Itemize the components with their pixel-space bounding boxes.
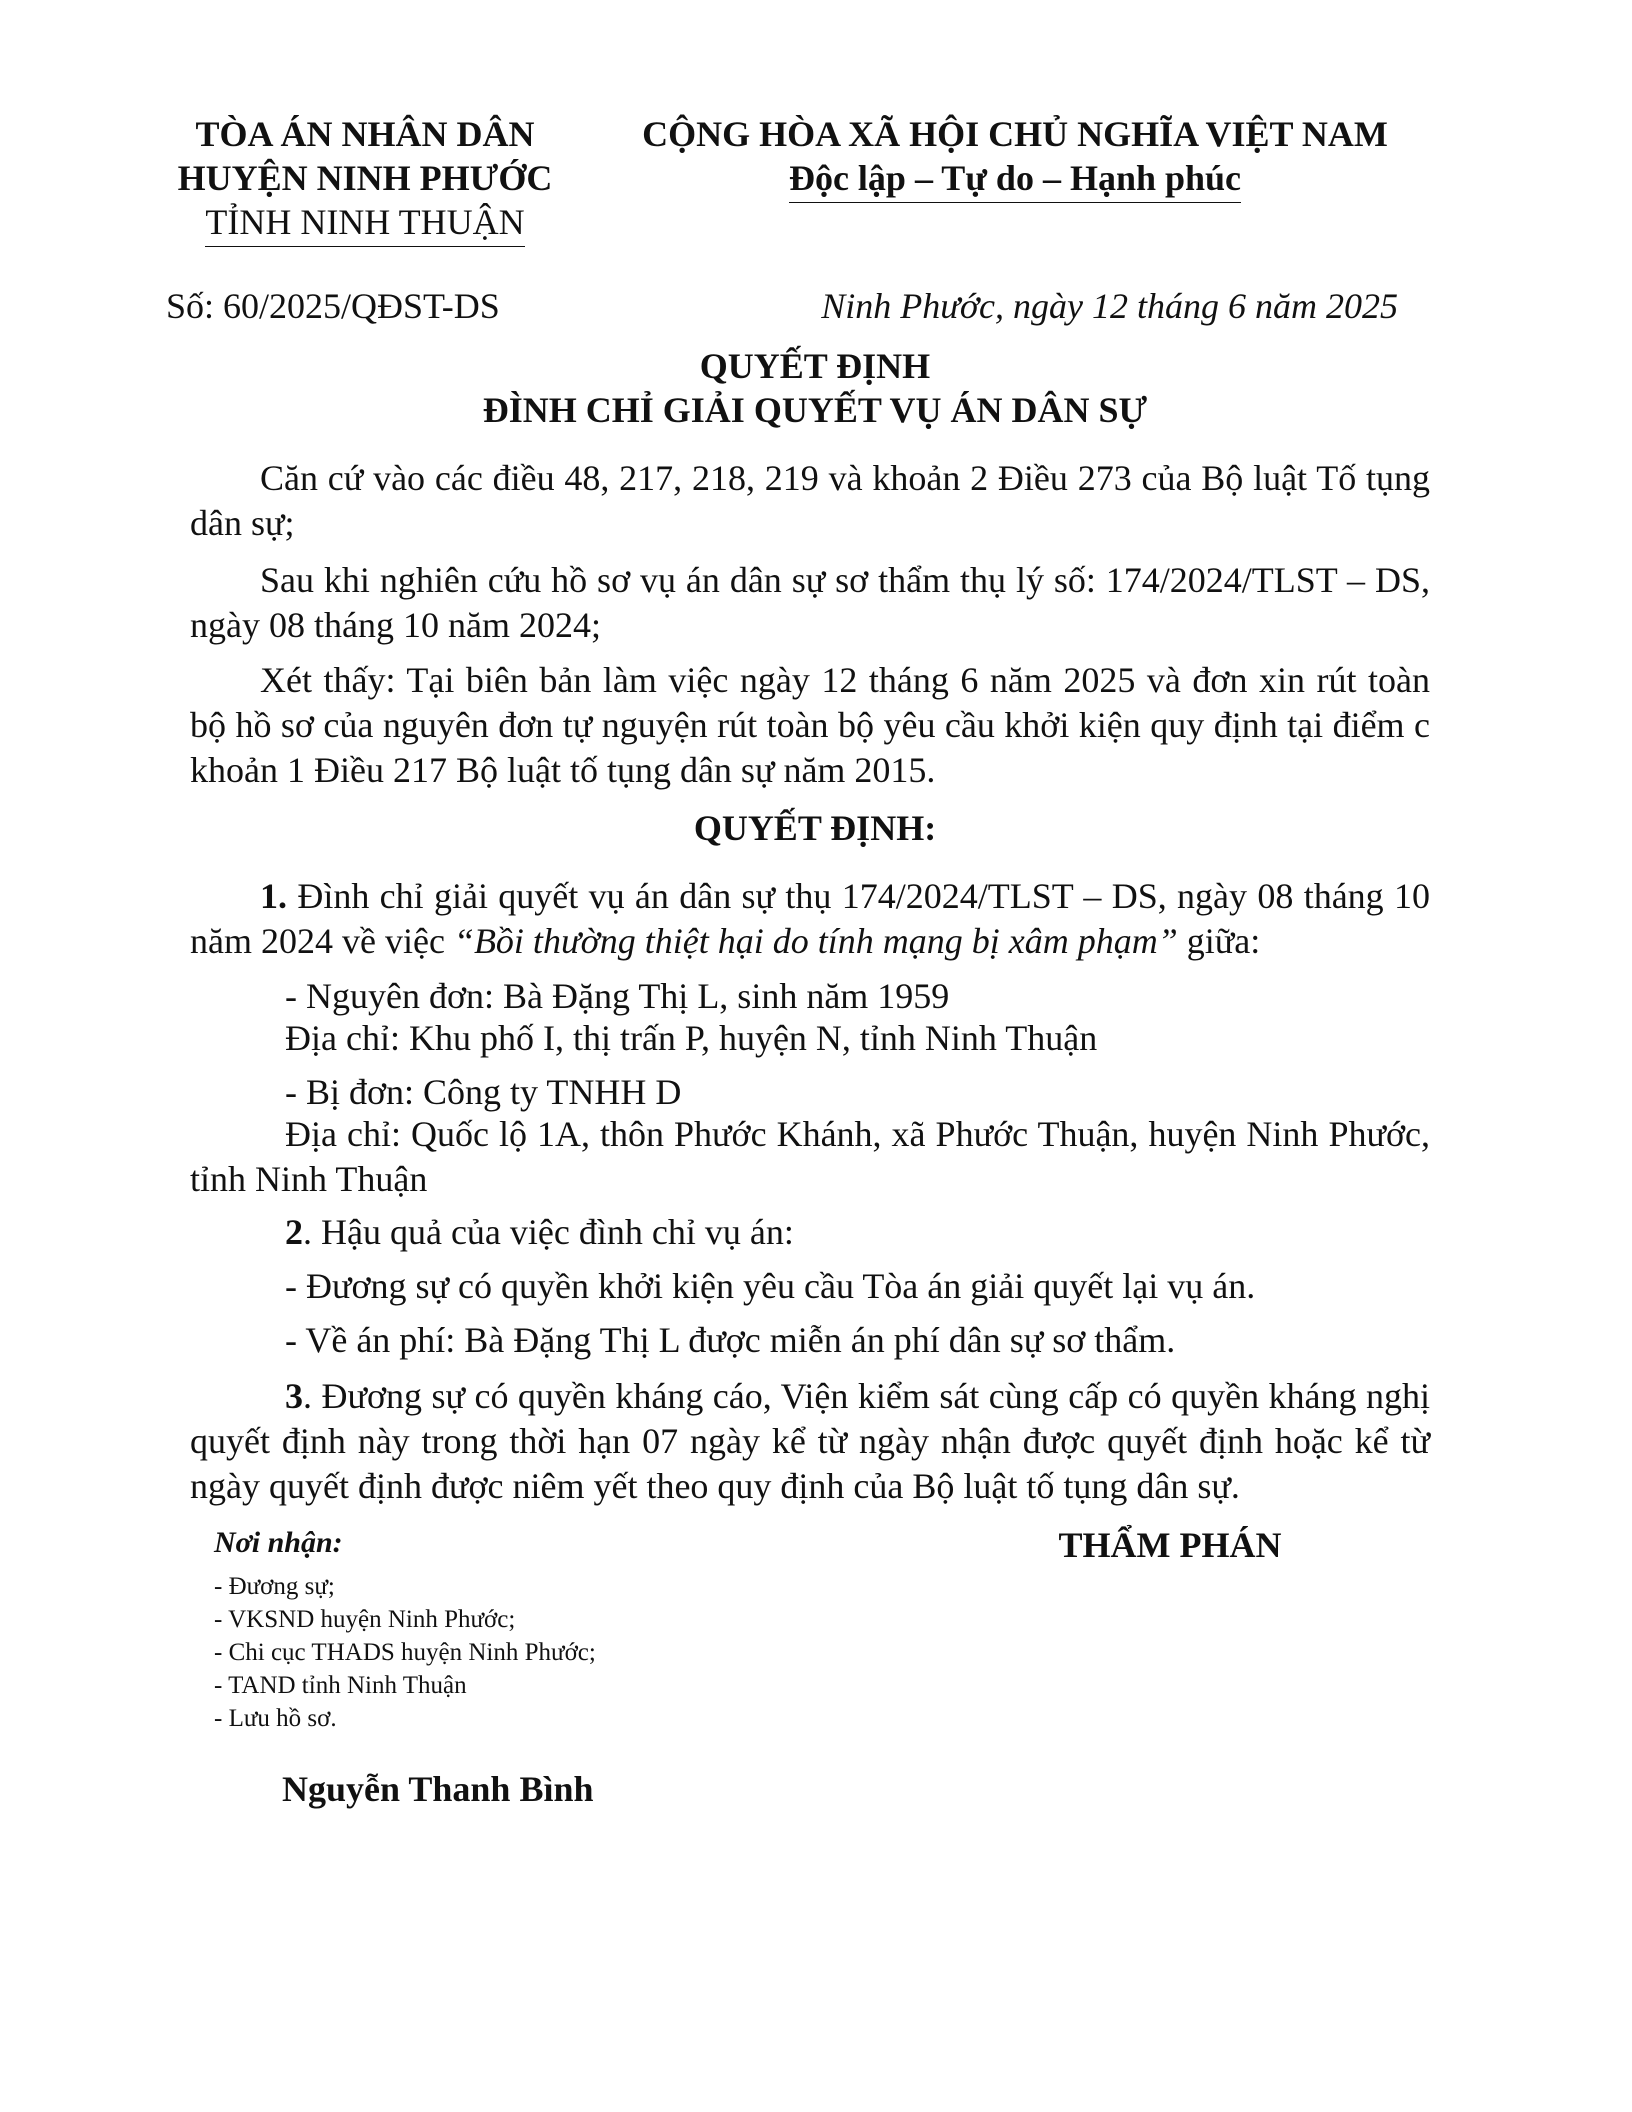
item-text: giữa: [1177,921,1261,961]
judge-name: Nguyễn Thanh Bình [282,1769,594,1809]
place-date: Ninh Phước, ngày 12 tháng 6 năm 2025 [821,286,1398,326]
nation-header [620,112,1410,203]
recipients-list [214,1570,596,1735]
item-number: 1. [260,876,287,916]
recipient-item: - TAND tỉnh Ninh Thuận [214,1672,467,1699]
item-text: Đình chỉ giải quyết vụ án dân sự thụ 174/2024/TLST – DS, ngày 08 tháng 10 năm 2024 về việc [190,876,1430,961]
recipients-title: Nơi nhận: [214,1526,343,1559]
item-text: . Đương sự có quyền kháng cáo, Viện kiểm sát cùng cấp có quyền kháng nghị quyết định này trong thời hạn 07 ngày kể từ ngày nhận được quyết định hoặc kể từ ngày quyết định được niêm yết theo quy định của Bộ luật tố tụng dân sự. [190,1376,1430,1506]
plaintiff-address: Địa chỉ: Khu phố I, thị trấn P, huyện N, tỉnh Ninh Thuận [285,1018,1098,1058]
nation-name: CỘNG HÒA XÃ HỘI CHỦ NGHĨA VIỆT NAM [642,114,1388,154]
item-number: 3 [285,1376,303,1416]
consequence-court-fee: - Về án phí: Bà Đặng Thị L được miễn án phí dân sự sơ thẩm. [285,1320,1176,1360]
item-text: . Hậu quả của việc đình chỉ vụ án: [303,1212,794,1252]
recipient-item: - Chi cục THADS huyện Ninh Phước; [214,1639,596,1666]
defendant-address: Địa chỉ: Quốc lộ 1A, thôn Phước Khánh, xã Phước Thuận, huyện Ninh Phước, tỉnh Ninh Thuận [190,1114,1430,1199]
court-name-line3: TỈNH NINH THUẬN [205,200,524,247]
decision-item-3 [190,1374,1430,1509]
decision-item-2 [190,1210,1430,1255]
court-header [150,112,580,247]
document-number: Số: 60/2025/QĐST-DS [166,286,500,326]
consequence-refile: - Đương sự có quyền khởi kiện yêu cầu Tòa án giải quyết lại vụ án. [285,1266,1256,1306]
nation-motto: Độc lập – Tự do – Hạnh phúc [789,156,1241,203]
court-name-line2: HUYỆN NINH PHƯỚC [177,158,553,198]
preamble-case-file: Sau khi nghiên cứu hồ sơ vụ án dân sự sơ thẩm thụ lý số: 174/2024/TLST – DS, ngày 08 tháng 10 năm 2024; [190,560,1430,645]
preamble-legal-basis: Căn cứ vào các điều 48, 217, 218, 219 và khoản 2 Điều 273 của Bộ luật Tố tụng dân sự; [190,458,1430,543]
signature-title: THẨM PHÁN [1058,1525,1282,1565]
court-name-line1: TÒA ÁN NHÂN DÂN [195,114,535,154]
item-number: 2 [285,1212,303,1252]
document-subtitle: ĐÌNH CHỈ GIẢI QUYẾT VỤ ÁN DÂN SỰ [482,390,1148,430]
defendant-line: - Bị đơn: Công ty TNHH D [285,1072,682,1112]
plaintiff-line: - Nguyên đơn: Bà Đặng Thị L, sinh năm 1959 [285,976,950,1016]
recipient-item: - Lưu hồ sơ. [214,1705,337,1732]
decision-item-1 [190,874,1430,964]
recipient-item: - VKSND huyện Ninh Phước; [214,1606,516,1633]
document-title: QUYẾT ĐỊNH [699,346,931,386]
case-subject: “Bồi thường thiệt hại do tính mạng bị xâm phạm” [453,921,1178,961]
recipient-item: - Đương sự; [214,1573,335,1600]
decision-heading: QUYẾT ĐỊNH: [693,808,937,848]
preamble-considering: Xét thấy: Tại biên bản làm việc ngày 12 tháng 6 năm 2025 và đơn xin rút toàn bộ hồ sơ của nguyên đơn tự nguyện rút toàn bộ yêu cầu khởi kiện quy định tại điểm c khoản 1 Điều 217 Bộ luật tố tụng dân sự năm 2015. [190,660,1430,790]
